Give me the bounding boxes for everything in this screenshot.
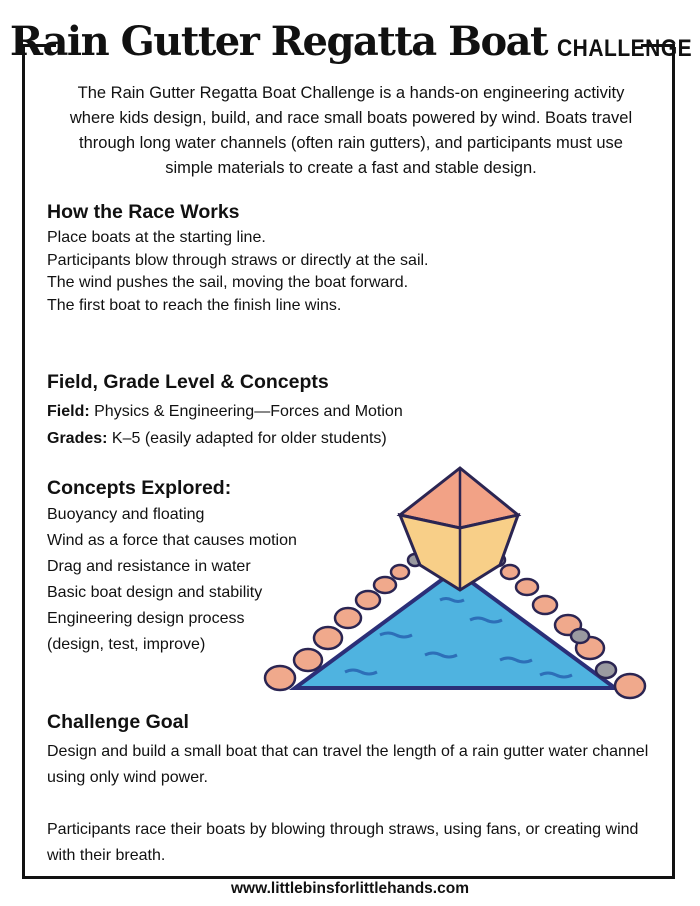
race-step: The first boat to reach the finish line wins. (47, 296, 342, 314)
concepts-heading: Concepts Explored: (47, 477, 232, 499)
grades-value: K–5 (easily adapted for older students) (107, 430, 387, 447)
concept-item: Engineering design process (47, 610, 245, 627)
field-value: Physics & Engineering—Forces and Motion (89, 403, 403, 420)
goal-paragraph-2: Participants race their boats by blowing through straws, using fans, or creating wind with their breath. (47, 821, 639, 864)
boat-in-water-channel-icon (250, 460, 660, 710)
intro-paragraph: The Rain Gutter Regatta Boat Challenge is a hands-on engineering activity where kids design, build, and race small boats powered by wind. Boats travel through long water channels (often rain gutters), and participants must use simple materials to create a fast and stable design. (69, 84, 633, 177)
grades-label: Grades: (47, 430, 108, 447)
concept-item: Basic boat design and stability (47, 584, 263, 601)
field-label: Field: (47, 403, 90, 420)
goal-heading: Challenge Goal (47, 711, 189, 733)
concept-item: (design, test, improve) (47, 636, 206, 653)
race-heading: How the Race Works (47, 201, 240, 223)
concept-item: Drag and resistance in water (47, 558, 251, 575)
title-sub: CHALLENGE (557, 35, 693, 62)
race-step: The wind pushes the sail, moving the boat forward. (47, 274, 409, 291)
page-title (9, 18, 693, 70)
grades-line (47, 425, 403, 452)
field-line (47, 398, 403, 425)
field-heading: Field, Grade Level & Concepts (47, 371, 329, 393)
field-details (47, 398, 403, 452)
concept-item: Buoyancy and floating (47, 506, 205, 523)
race-step: Participants blow through straws or directly at the sail. (47, 251, 429, 269)
footer-url: www.littlebinsforlittlehands.com (231, 880, 469, 897)
race-steps-list (47, 227, 429, 317)
race-step: Place boats at the starting line. (47, 229, 266, 246)
title-main: Rain Gutter Regatta Boat (9, 18, 548, 65)
concept-item: Wind as a force that causes motion (47, 532, 297, 549)
goal-paragraph-1: Design and build a small boat that can travel the length of a rain gutter water channel using only wind power. (47, 743, 649, 786)
